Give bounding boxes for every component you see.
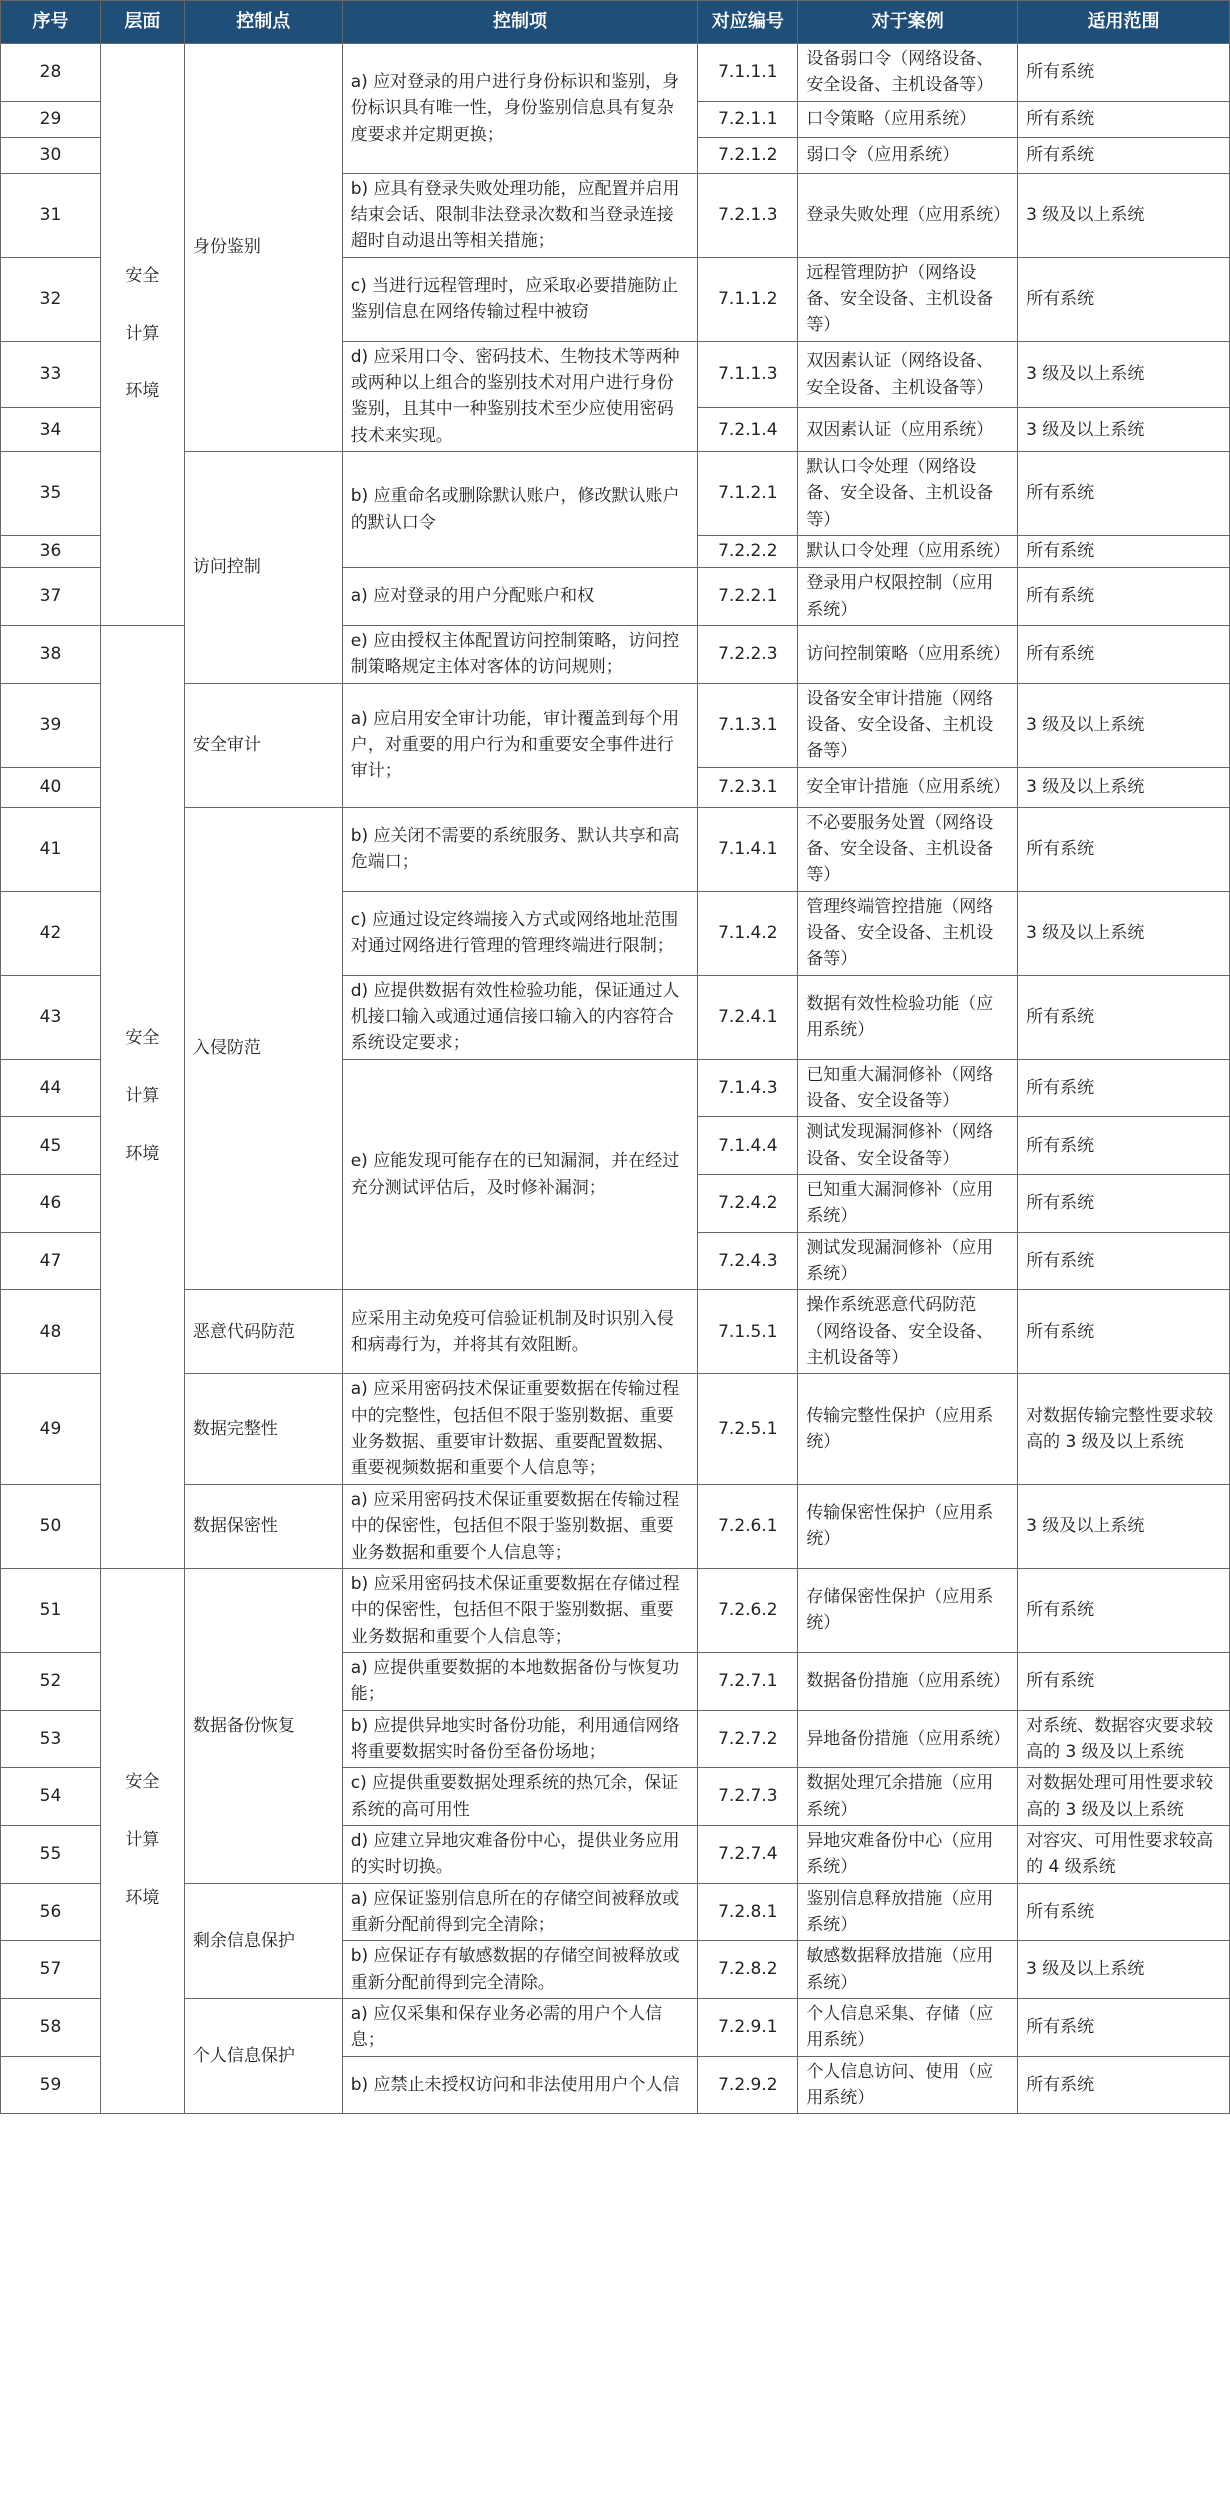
layer-line: 环境 bbox=[125, 1888, 160, 1908]
row-number: 45 bbox=[1, 1117, 101, 1175]
item-code: 7.2.7.3 bbox=[698, 1768, 798, 1826]
case-cell: 双因素认证（网络设备、安全设备、主机设备等） bbox=[798, 341, 1018, 408]
row-number: 39 bbox=[1, 683, 101, 767]
control-item: c) 当进行远程管理时，应采取必要措施防止鉴别信息在网络传输过程中被窃 bbox=[342, 257, 698, 341]
item-code: 7.2.7.1 bbox=[698, 1652, 798, 1710]
row-number: 35 bbox=[1, 452, 101, 536]
control-item: a) 应采用密码技术保证重要数据在传输过程中的保密性，包括但不限于鉴别数据、重要业务数据和重要个人信息等； bbox=[342, 1484, 698, 1568]
control-item: b) 应禁止未授权访问和非法使用用户个人信 bbox=[342, 2056, 698, 2114]
item-code: 7.2.9.1 bbox=[698, 1999, 798, 2057]
scope-cell: 所有系统 bbox=[1018, 1175, 1230, 1233]
row-number: 58 bbox=[1, 1999, 101, 2057]
row-number: 47 bbox=[1, 1232, 101, 1290]
item-code: 7.2.9.2 bbox=[698, 2056, 798, 2114]
control-point: 身份鉴别 bbox=[184, 44, 342, 452]
layer-line: 计算 bbox=[125, 1830, 160, 1851]
case-cell: 个人信息采集、存储（应用系统） bbox=[798, 1999, 1018, 2057]
row-number: 44 bbox=[1, 1059, 101, 1117]
table-row bbox=[1, 1374, 1230, 1484]
control-item: 应采用主动免疫可信验证机制及时识别入侵和病毒行为，并将其有效阻断。 bbox=[342, 1290, 698, 1374]
case-cell: 异地灾难备份中心（应用系统） bbox=[798, 1825, 1018, 1883]
scope-cell: 3 级及以上系统 bbox=[1018, 767, 1230, 807]
header-layer: 层面 bbox=[100, 1, 184, 44]
item-code: 7.2.5.1 bbox=[698, 1374, 798, 1484]
row-number: 53 bbox=[1, 1710, 101, 1768]
table-header bbox=[1, 1, 1230, 44]
row-number: 55 bbox=[1, 1825, 101, 1883]
layer-line: 计算 bbox=[125, 1085, 160, 1106]
control-point: 数据保密性 bbox=[184, 1484, 342, 1568]
row-number: 51 bbox=[1, 1568, 101, 1652]
row-number: 46 bbox=[1, 1175, 101, 1233]
scope-cell: 对容灾、可用性要求较高的 4 级系统 bbox=[1018, 1825, 1230, 1883]
scope-cell: 所有系统 bbox=[1018, 975, 1230, 1059]
scope-cell: 所有系统 bbox=[1018, 568, 1230, 626]
item-code: 7.1.3.1 bbox=[698, 683, 798, 767]
item-code: 7.1.1.2 bbox=[698, 257, 798, 341]
table-row bbox=[1, 44, 1230, 102]
table-body bbox=[1, 44, 1230, 2114]
item-code: 7.2.8.2 bbox=[698, 1941, 798, 1999]
control-item: e) 应由授权主体配置访问控制策略，访问控制策略规定主体对客体的访问规则； bbox=[342, 625, 698, 683]
table-row bbox=[1, 1883, 1230, 1941]
case-cell: 已知重大漏洞修补（应用系统） bbox=[798, 1175, 1018, 1233]
layer-line: 计算 bbox=[125, 323, 160, 344]
control-item: a) 应对登录的用户分配账户和权 bbox=[342, 568, 698, 626]
control-item: b) 应保证存有敏感数据的存储空间被释放或重新分配前得到完全清除。 bbox=[342, 1941, 698, 1999]
row-number: 31 bbox=[1, 173, 101, 257]
control-item: b) 应提供异地实时备份功能，利用通信网络将重要数据实时备份至备份场地； bbox=[342, 1710, 698, 1768]
case-cell: 鉴别信息释放措施（应用系统） bbox=[798, 1883, 1018, 1941]
table-row bbox=[1, 1290, 1230, 1374]
item-code: 7.1.4.1 bbox=[698, 807, 798, 891]
item-code: 7.1.1.1 bbox=[698, 44, 798, 102]
item-code: 7.1.4.2 bbox=[698, 891, 798, 975]
row-number: 56 bbox=[1, 1883, 101, 1941]
row-number: 57 bbox=[1, 1941, 101, 1999]
item-code: 7.2.1.1 bbox=[698, 101, 798, 137]
item-code: 7.1.2.1 bbox=[698, 452, 798, 536]
case-cell: 存储保密性保护（应用系统） bbox=[798, 1568, 1018, 1652]
row-number: 59 bbox=[1, 2056, 101, 2114]
case-cell: 安全审计措施（应用系统） bbox=[798, 767, 1018, 807]
scope-cell: 3 级及以上系统 bbox=[1018, 173, 1230, 257]
case-cell: 测试发现漏洞修补（应用系统） bbox=[798, 1232, 1018, 1290]
item-code: 7.2.2.1 bbox=[698, 568, 798, 626]
row-number: 29 bbox=[1, 101, 101, 137]
scope-cell: 所有系统 bbox=[1018, 1652, 1230, 1710]
item-code: 7.2.1.2 bbox=[698, 137, 798, 173]
item-code: 7.2.6.2 bbox=[698, 1568, 798, 1652]
scope-cell: 对系统、数据容灾要求较高的 3 级及以上系统 bbox=[1018, 1710, 1230, 1768]
header-control-point: 控制点 bbox=[184, 1, 342, 44]
scope-cell: 对数据传输完整性要求较高的 3 级及以上系统 bbox=[1018, 1374, 1230, 1484]
header-scope: 适用范围 bbox=[1018, 1, 1230, 44]
control-point: 数据完整性 bbox=[184, 1374, 342, 1484]
layer-line: 安全 bbox=[125, 265, 160, 286]
case-cell: 传输保密性保护（应用系统） bbox=[798, 1484, 1018, 1568]
case-cell: 登录用户权限控制（应用系统） bbox=[798, 568, 1018, 626]
scope-cell: 所有系统 bbox=[1018, 1117, 1230, 1175]
row-number: 50 bbox=[1, 1484, 101, 1568]
scope-cell: 3 级及以上系统 bbox=[1018, 1941, 1230, 1999]
item-code: 7.2.1.4 bbox=[698, 408, 798, 452]
row-number: 52 bbox=[1, 1652, 101, 1710]
scope-cell: 所有系统 bbox=[1018, 1999, 1230, 2057]
control-point: 安全审计 bbox=[184, 683, 342, 807]
case-cell: 登录失败处理（应用系统） bbox=[798, 173, 1018, 257]
table-row bbox=[1, 452, 1230, 536]
scope-cell: 所有系统 bbox=[1018, 101, 1230, 137]
layer-cell bbox=[100, 1568, 184, 2114]
table-row bbox=[1, 1484, 1230, 1568]
control-point: 入侵防范 bbox=[184, 807, 342, 1290]
scope-cell: 所有系统 bbox=[1018, 1232, 1230, 1290]
header-row bbox=[1, 1, 1230, 44]
item-code: 7.1.1.3 bbox=[698, 341, 798, 408]
row-number: 37 bbox=[1, 568, 101, 626]
scope-cell: 所有系统 bbox=[1018, 1568, 1230, 1652]
scope-cell: 对数据处理可用性要求较高的 3 级及以上系统 bbox=[1018, 1768, 1230, 1826]
control-item: d) 应建立异地灾难备份中心，提供业务应用的实时切换。 bbox=[342, 1825, 698, 1883]
scope-cell: 3 级及以上系统 bbox=[1018, 683, 1230, 767]
control-item: b) 应关闭不需要的系统服务、默认共享和高危端口； bbox=[342, 807, 698, 891]
item-code: 7.2.8.1 bbox=[698, 1883, 798, 1941]
table-row bbox=[1, 807, 1230, 891]
control-item: c) 应通过设定终端接入方式或网络地址范围对通过网络进行管理的管理终端进行限制； bbox=[342, 891, 698, 975]
header-code: 对应编号 bbox=[698, 1, 798, 44]
item-code: 7.2.1.3 bbox=[698, 173, 798, 257]
case-cell: 数据备份措施（应用系统） bbox=[798, 1652, 1018, 1710]
scope-cell: 所有系统 bbox=[1018, 807, 1230, 891]
header-control-item: 控制项 bbox=[342, 1, 698, 44]
scope-cell: 所有系统 bbox=[1018, 2056, 1230, 2114]
item-code: 7.2.7.2 bbox=[698, 1710, 798, 1768]
case-cell: 访问控制策略（应用系统） bbox=[798, 625, 1018, 683]
item-code: 7.2.4.2 bbox=[698, 1175, 798, 1233]
scope-cell: 3 级及以上系统 bbox=[1018, 408, 1230, 452]
item-code: 7.2.4.1 bbox=[698, 975, 798, 1059]
case-cell: 双因素认证（应用系统） bbox=[798, 408, 1018, 452]
scope-cell: 3 级及以上系统 bbox=[1018, 1484, 1230, 1568]
case-cell: 数据有效性检验功能（应用系统） bbox=[798, 975, 1018, 1059]
control-point: 数据备份恢复 bbox=[184, 1568, 342, 1883]
table-row bbox=[1, 1568, 1230, 1652]
control-item: a) 应启用安全审计功能，审计覆盖到每个用户，对重要的用户行为和重要安全事件进行审计； bbox=[342, 683, 698, 807]
table-row bbox=[1, 683, 1230, 767]
item-code: 7.1.4.4 bbox=[698, 1117, 798, 1175]
item-code: 7.1.5.1 bbox=[698, 1290, 798, 1374]
scope-cell: 所有系统 bbox=[1018, 257, 1230, 341]
case-cell: 数据处理冗余措施（应用系统） bbox=[798, 1768, 1018, 1826]
case-cell: 已知重大漏洞修补（网络设备、安全设备等） bbox=[798, 1059, 1018, 1117]
scope-cell: 所有系统 bbox=[1018, 1883, 1230, 1941]
item-code: 7.2.2.3 bbox=[698, 625, 798, 683]
control-item: b) 应采用密码技术保证重要数据在存储过程中的保密性，包括但不限于鉴别数据、重要业务数据和重要个人信息等； bbox=[342, 1568, 698, 1652]
case-cell: 异地备份措施（应用系统） bbox=[798, 1710, 1018, 1768]
row-number: 40 bbox=[1, 767, 101, 807]
control-item: b) 应重命名或删除默认账户，修改默认账户的默认口令 bbox=[342, 452, 698, 568]
scope-cell: 所有系统 bbox=[1018, 44, 1230, 102]
control-item: a) 应采用密码技术保证重要数据在传输过程中的完整性，包括但不限于鉴别数据、重要业务数据、重要审计数据、重要配置数据、重要视频数据和重要个人信息等； bbox=[342, 1374, 698, 1484]
case-cell: 远程管理防护（网络设备、安全设备、主机设备等） bbox=[798, 257, 1018, 341]
control-point: 个人信息保护 bbox=[184, 1999, 342, 2114]
row-number: 33 bbox=[1, 341, 101, 408]
control-item: e) 应能发现可能存在的已知漏洞，并在经过充分测试评估后，及时修补漏洞； bbox=[342, 1059, 698, 1290]
item-code: 7.2.7.4 bbox=[698, 1825, 798, 1883]
control-item: a) 应保证鉴别信息所在的存储空间被释放或重新分配前得到完全清除； bbox=[342, 1883, 698, 1941]
layer-cell bbox=[100, 625, 184, 1568]
table-row bbox=[1, 1999, 1230, 2057]
row-number: 42 bbox=[1, 891, 101, 975]
control-point: 恶意代码防范 bbox=[184, 1290, 342, 1374]
header-seq: 序号 bbox=[1, 1, 101, 44]
row-number: 34 bbox=[1, 408, 101, 452]
item-code: 7.2.6.1 bbox=[698, 1484, 798, 1568]
layer-line: 安全 bbox=[125, 1028, 160, 1049]
row-number: 28 bbox=[1, 44, 101, 102]
layer-line: 环境 bbox=[125, 381, 160, 402]
case-cell: 操作系统恶意代码防范（网络设备、安全设备、主机设备等） bbox=[798, 1290, 1018, 1374]
scope-cell: 所有系统 bbox=[1018, 1059, 1230, 1117]
row-number: 32 bbox=[1, 257, 101, 341]
scope-cell: 所有系统 bbox=[1018, 137, 1230, 173]
case-cell: 传输完整性保护（应用系统） bbox=[798, 1374, 1018, 1484]
scope-cell: 3 级及以上系统 bbox=[1018, 891, 1230, 975]
case-cell: 测试发现漏洞修补（网络设备、安全设备等） bbox=[798, 1117, 1018, 1175]
case-cell: 默认口令处理（应用系统） bbox=[798, 536, 1018, 568]
row-number: 48 bbox=[1, 1290, 101, 1374]
scope-cell: 所有系统 bbox=[1018, 536, 1230, 568]
row-number: 30 bbox=[1, 137, 101, 173]
row-number: 54 bbox=[1, 1768, 101, 1826]
control-item: c) 应提供重要数据处理系统的热冗余，保证系统的高可用性 bbox=[342, 1768, 698, 1826]
control-point: 访问控制 bbox=[184, 452, 342, 683]
row-number: 41 bbox=[1, 807, 101, 891]
case-cell: 个人信息访问、使用（应用系统） bbox=[798, 2056, 1018, 2114]
item-code: 7.2.4.3 bbox=[698, 1232, 798, 1290]
case-cell: 设备安全审计措施（网络设备、安全设备、主机设备等） bbox=[798, 683, 1018, 767]
scope-cell: 所有系统 bbox=[1018, 1290, 1230, 1374]
control-item: a) 应对登录的用户进行身份标识和鉴别，身份标识具有唯一性，身份鉴别信息具有复杂度要求并定期更换； bbox=[342, 44, 698, 174]
case-cell: 敏感数据释放措施（应用系统） bbox=[798, 1941, 1018, 1999]
case-cell: 口令策略（应用系统） bbox=[798, 101, 1018, 137]
case-cell: 弱口令（应用系统） bbox=[798, 137, 1018, 173]
control-point: 剩余信息保护 bbox=[184, 1883, 342, 1998]
scope-cell: 所有系统 bbox=[1018, 625, 1230, 683]
item-code: 7.1.4.3 bbox=[698, 1059, 798, 1117]
control-item: a) 应提供重要数据的本地数据备份与恢复功能； bbox=[342, 1652, 698, 1710]
row-number: 38 bbox=[1, 625, 101, 683]
layer-line: 环境 bbox=[125, 1143, 160, 1164]
row-number: 49 bbox=[1, 1374, 101, 1484]
control-item: d) 应采用口令、密码技术、生物技术等两种或两种以上组合的鉴别技术对用户进行身份鉴别，且其中一种鉴别技术至少应使用密码技术来实现。 bbox=[342, 341, 698, 451]
control-item: d) 应提供数据有效性检验功能，保证通过人机接口输入或通过通信接口输入的内容符合系统设定要求； bbox=[342, 975, 698, 1059]
case-cell: 默认口令处理（网络设备、安全设备、主机设备等） bbox=[798, 452, 1018, 536]
item-code: 7.2.3.1 bbox=[698, 767, 798, 807]
scope-cell: 3 级及以上系统 bbox=[1018, 341, 1230, 408]
layer-line: 安全 bbox=[125, 1772, 160, 1793]
case-cell: 管理终端管控措施（网络设备、安全设备、主机设备等） bbox=[798, 891, 1018, 975]
header-case: 对于案例 bbox=[798, 1, 1018, 44]
case-cell: 不必要服务处置（网络设备、安全设备、主机设备等） bbox=[798, 807, 1018, 891]
scope-cell: 所有系统 bbox=[1018, 452, 1230, 536]
control-item: a) 应仅采集和保存业务必需的用户个人信息； bbox=[342, 1999, 698, 2057]
item-code: 7.2.2.2 bbox=[698, 536, 798, 568]
row-number: 43 bbox=[1, 975, 101, 1059]
row-number: 36 bbox=[1, 536, 101, 568]
layer-cell bbox=[100, 44, 184, 626]
case-cell: 设备弱口令（网络设备、安全设备、主机设备等） bbox=[798, 44, 1018, 102]
control-item: b) 应具有登录失败处理功能，应配置并启用结束会话、限制非法登录次数和当登录连接超时自动退出等相关措施； bbox=[342, 173, 698, 257]
